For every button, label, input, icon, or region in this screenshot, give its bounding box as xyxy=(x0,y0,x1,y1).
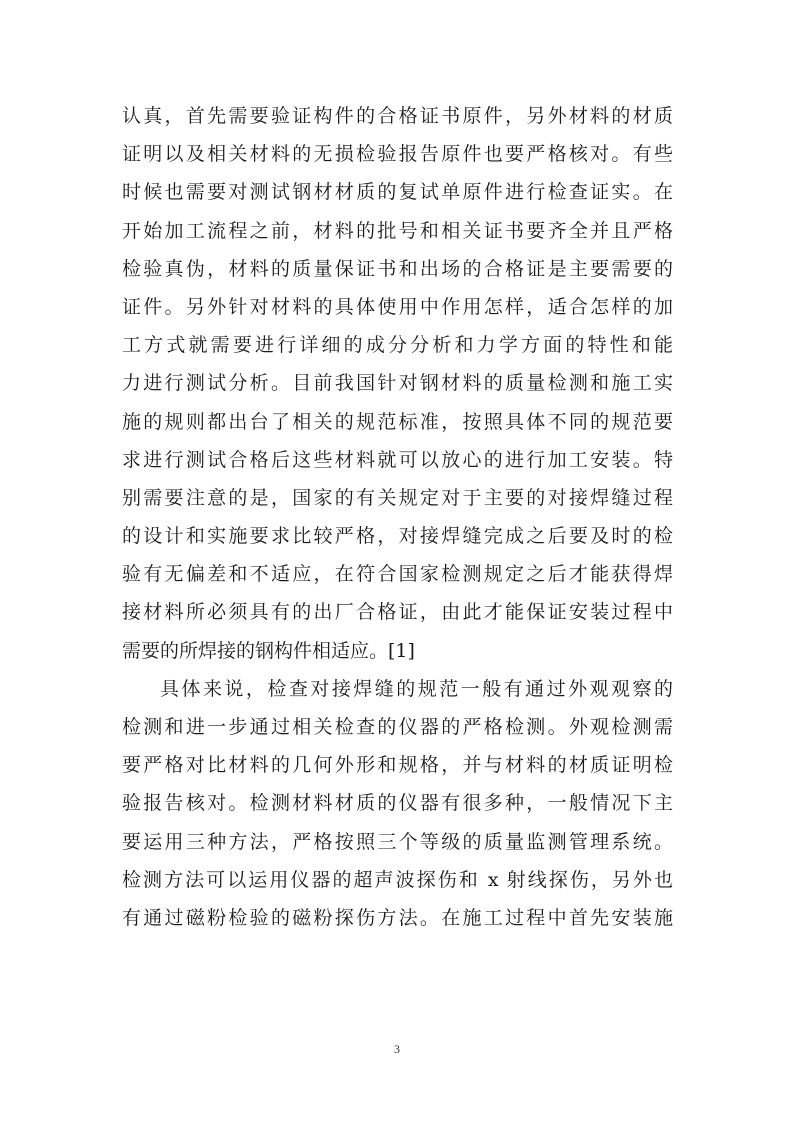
text-line: 接材料所必须具有的出厂合格证，由此才能保证安装过程中 xyxy=(122,601,673,624)
page-number: 3 xyxy=(394,1042,400,1056)
text-line: 工方式就需要进行详细的成分分析和力学方面的特性和能 xyxy=(122,334,673,357)
text-line: 求进行测试合格后这些材料就可以放心的进行加工安装。特 xyxy=(122,448,673,471)
text-line: 验报告核对。检测材料材质的仪器有很多种，一般情况下主 xyxy=(122,792,673,815)
text-line: 施的规则都出台了相关的规范标准，按照具体不同的规范要 xyxy=(122,410,673,433)
text-line: 检测和进一步通过相关检查的仪器的严格检测。外观检测需 xyxy=(122,716,673,738)
body-text xyxy=(122,97,673,937)
text-line: 有通过磁粉检验的磁粉探伤方法。在施工过程中首先安装施 xyxy=(122,906,673,929)
text-line: 的设计和实施要求比较严格，对接焊缝完成之后要及时的检 xyxy=(122,525,673,548)
text-line: 检验真伪，材料的质量保证书和出场的合格证是主要需要的 xyxy=(122,257,673,280)
text-line: 证件。另外针对材料的具体使用中作用怎样，适合怎样的加 xyxy=(122,295,673,318)
text-line: 要严格对比材料的几何外形和规格，并与材料的材质证明检 xyxy=(122,754,673,777)
text-line: 要运用三种方法，严格按照三个等级的质量监测管理系统。 xyxy=(122,830,673,853)
text-line: 开始加工流程之前，材料的批号和相关证书要齐全并且严格 xyxy=(122,219,673,242)
text-line: 别需要注意的是，国家的有关规定对于主要的对接焊缝过程 xyxy=(122,486,673,509)
text-line: 证明以及相关材料的无损检验报告原件也要严格核对。有些 xyxy=(122,143,673,166)
text-line: 需要的所焊接的钢构件相适应。[1] xyxy=(122,639,415,662)
text-line: 验有无偏差和不适应，在符合国家检测规定之后才能获得焊 xyxy=(122,563,673,586)
text-line: 具体来说，检查对接焊缝的规范一般有通过外观观察的 xyxy=(160,677,673,700)
text-line: 检测方法可以运用仪器的超声波探伤和 x 射线探伤，另外也 xyxy=(122,868,673,891)
text-line: 时候也需要对测试钢材材质的复试单原件进行检查证实。在 xyxy=(122,181,673,204)
text-line: 认真，首先需要验证构件的合格证书原件，另外材料的材质 xyxy=(122,105,673,127)
text-line: 力进行测试分析。目前我国针对钢材料的质量检测和施工实 xyxy=(122,372,673,395)
